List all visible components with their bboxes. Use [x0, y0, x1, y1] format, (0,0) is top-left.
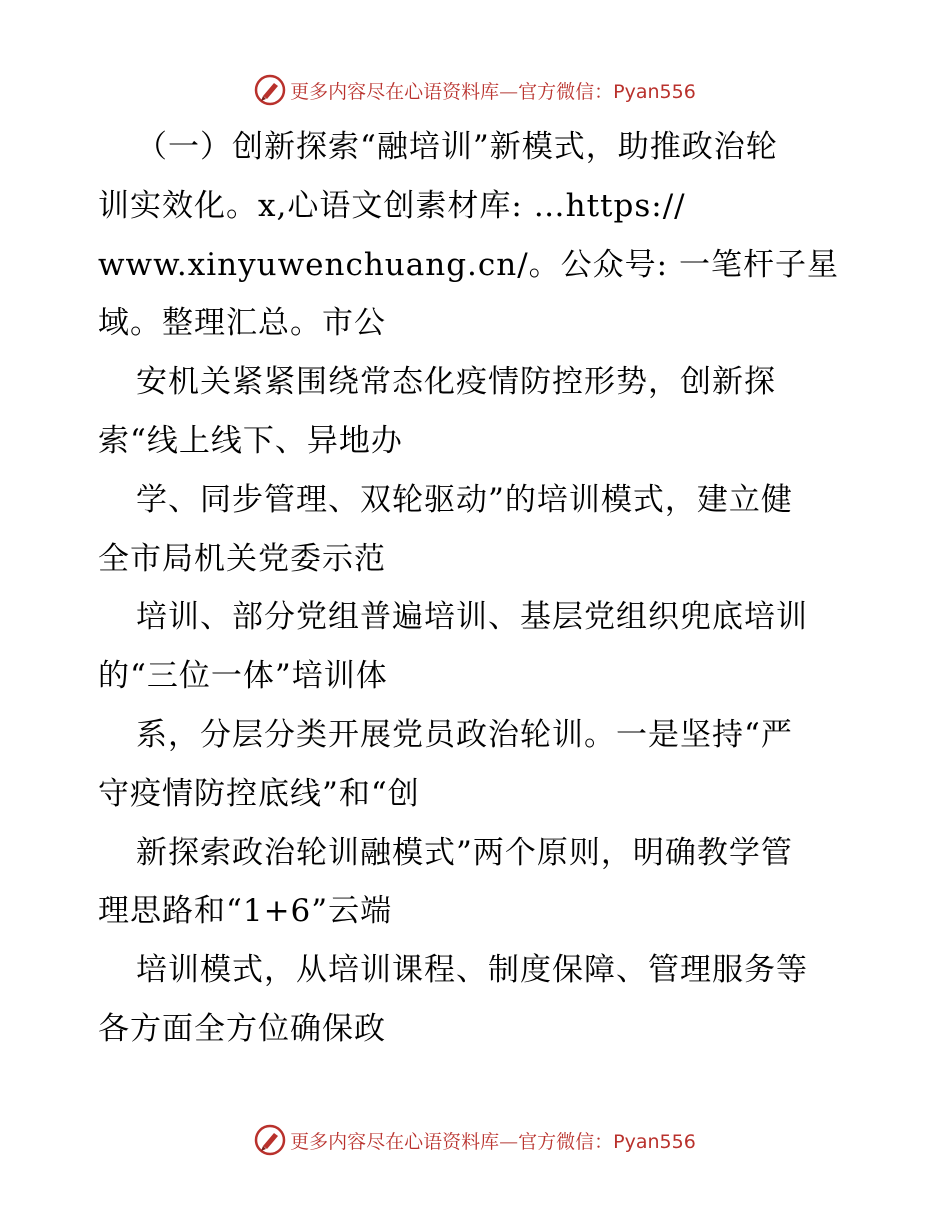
pen-logo-icon	[254, 74, 286, 106]
text-line: 各方面全方位确保政	[98, 1010, 386, 1047]
text-line: 培训、部分党组普遍培训、基层党组织兜底培训	[136, 599, 808, 636]
document-body	[98, 118, 858, 1059]
text-line: 索“线上线下、异地办	[98, 422, 403, 459]
text-line: 的“三位一体”培训体	[98, 658, 388, 695]
text-line: 新探索政治轮训融模式”两个原则，明确教学管	[136, 834, 793, 871]
text-line: 系，分层分类开展党员政治轮训。一是坚持“严	[136, 716, 793, 753]
text-line: 守疫情防控底线”和“创	[98, 775, 420, 812]
header-banner	[0, 72, 950, 108]
text-line: 域。整理汇总。市公	[98, 305, 386, 342]
banner-text: 更多内容尽在心语资料库—官方微信：Pyan556	[290, 1130, 696, 1153]
text-line: 安机关紧紧围绕常态化疫情防控形势，创新探	[136, 364, 776, 401]
text-line: www.xinyuwenchuang.cn/。公众号: 一笔杆子星	[98, 246, 839, 283]
text-line: 训实效化。x,心语文创素材库: …https://	[98, 187, 686, 224]
text-line: 理思路和“1+6”云端	[98, 893, 393, 930]
text-line: 培训模式，从培训课程、制度保障、管理服务等	[136, 952, 808, 989]
footer-banner	[0, 1122, 950, 1158]
pen-logo-icon	[254, 1124, 286, 1156]
text-line: 学、同步管理、双轮驱动”的培训模式，建立健	[136, 481, 793, 518]
text-line: （一）创新探索“融培训”新模式，助推政治轮	[136, 129, 778, 165]
text-line: 全市局机关党委示范	[98, 540, 386, 577]
banner-text: 更多内容尽在心语资料库—官方微信：Pyan556	[290, 80, 696, 103]
